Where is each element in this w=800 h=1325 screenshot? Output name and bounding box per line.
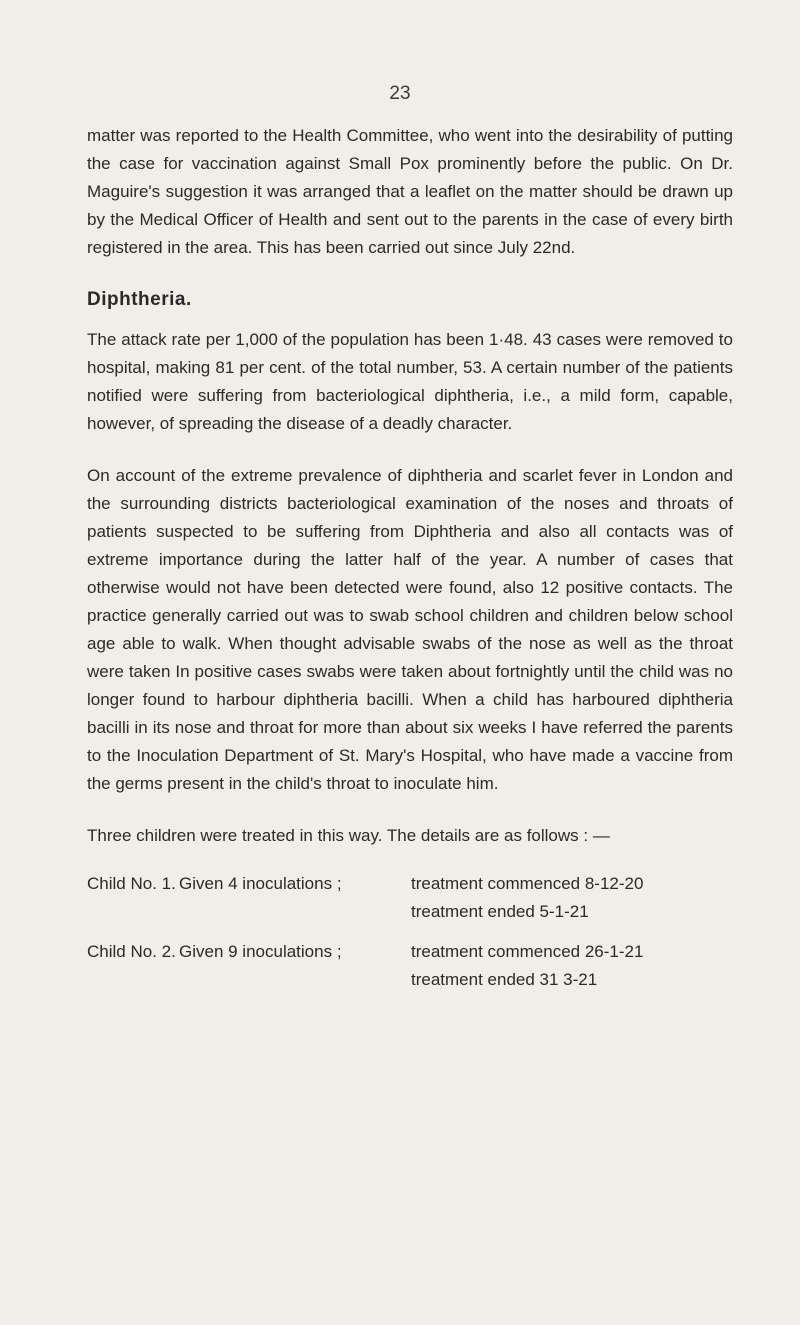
child-2-inoculations: Given 9 inoculations ; bbox=[179, 942, 342, 961]
document-body bbox=[87, 122, 733, 994]
paragraph-examination: On account of the extreme prevalence of diphtheria and scarlet fever in London and the surrounding districts bacteriological examination of the noses and throats of patients suspected to be suffering from Diphtheria and also all contacts was of extreme importance during the latter half of the year. A number of cases that otherwise would not have been detected were found, also 12 positive contacts. The practice generally carried out was to swab school children and children below school age able to walk. When thought advisable swabs of the nose as well as the throat were taken In positive cases swabs were taken about fortnightly until the child was no longer found to harbour diphtheria bacilli. When a child has harboured diphtheria bacilli in its nose and throat for more than about six weeks I have referred the parents to the Inoculation Department of St. Mary's Hospital, who have made a vaccine from the germs present in the child's throat to inoculate him. bbox=[87, 466, 733, 793]
child-2-row-ended bbox=[87, 966, 733, 994]
child-1-ended: treatment ended 5-1-21 bbox=[411, 902, 589, 921]
paragraph-attack-rate: The attack rate per 1,000 of the population has been 1·48. 43 cases were removed to hospital, making 81 per cent. of the total number, 53. A certain number of the patients notified were suffering from bacteriological diphtheria, i.e., a mild form, capable, however, of spreading the disease of a deadly character. bbox=[87, 330, 733, 433]
child-2-row bbox=[87, 938, 733, 966]
child-1-label: Child No. 1. bbox=[87, 874, 176, 893]
child-2-commenced: treatment commenced 26-1-21 bbox=[411, 942, 644, 961]
child-2-label: Child No. 2. bbox=[87, 942, 176, 961]
section-heading-diphtheria: Diphtheria. bbox=[87, 289, 192, 310]
child-1-commenced: treatment commenced 8-12-20 bbox=[411, 874, 644, 893]
child-1-inoculations: Given 4 inoculations ; bbox=[179, 874, 342, 893]
page-number: 23 bbox=[389, 83, 411, 104]
paragraph-treated: Three children were treated in this way. The details are as follows : — bbox=[87, 826, 610, 845]
treatment-details bbox=[87, 870, 733, 994]
child-1-row bbox=[87, 870, 733, 898]
paragraph-vaccination: matter was reported to the Health Committee, who went into the desirability of putting the case for vaccination against Small Pox prominently before the public. On Dr. Maguire's suggestion it was arranged that a leaflet on the matter should be drawn up by the Medical Officer of Health and sent out to the parents in the case of every birth registered in the area. This has been carried out since July 22nd. bbox=[87, 126, 733, 257]
child-1-row-ended bbox=[87, 898, 733, 926]
child-2-ended: treatment ended 31 3-21 bbox=[411, 970, 598, 989]
